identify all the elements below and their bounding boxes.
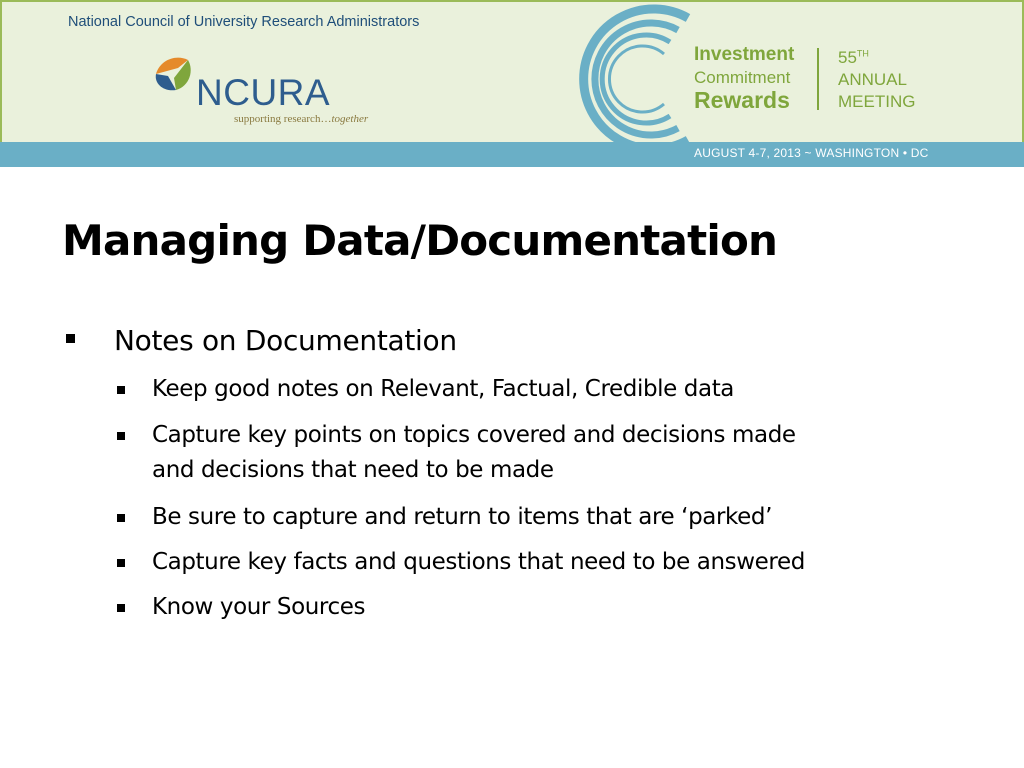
theme-line-3: Rewards [694,87,790,113]
sub-bullet-marker [117,604,125,612]
meeting-line-2: ANNUAL [838,70,907,89]
meeting-number [838,48,869,68]
sub-bullet-text: Know your Sources [152,594,366,620]
theme-line-2: Commitment [694,68,791,87]
logo-tagline [234,113,368,125]
tagline-italic: together [331,113,369,125]
meeting-number-suffix: TH [856,48,869,59]
concentric-rings-icon [570,0,700,160]
meeting-number-value: 55 [838,48,857,67]
header-divider [817,48,819,110]
theme-line-1: Investment [694,44,795,65]
sub-bullet-marker [117,559,125,567]
meeting-line-3: MEETING [838,92,916,111]
sub-bullet-marker [117,514,125,522]
tagline-main: supporting research… [234,113,332,125]
sub-bullet-text: Capture key points on topics covered and decisions made [152,422,796,448]
sub-bullet-text: Capture key facts and questions that need to be answered [152,549,805,575]
organization-name: National Council of University Research Administrators [68,14,420,30]
sub-bullet-text-continued: and decisions that need to be made [152,457,554,483]
sub-bullet-text: Be sure to capture and return to items that are ‘parked’ [152,504,772,530]
sub-bullet-text: Keep good notes on Relevant, Factual, Credible data [152,376,735,402]
bullet-text: Notes on Documentation [114,324,457,357]
sub-bullet-marker [117,386,125,394]
logo-wordmark: NCURA [196,72,331,113]
event-info: AUGUST 4-7, 2013 ~ WASHINGTON • DC [694,146,929,160]
ncura-logo-icon [150,50,198,98]
sub-bullet-marker [117,432,125,440]
bullet-marker [66,334,75,343]
slide-title: Managing Data/Documentation [62,216,778,265]
